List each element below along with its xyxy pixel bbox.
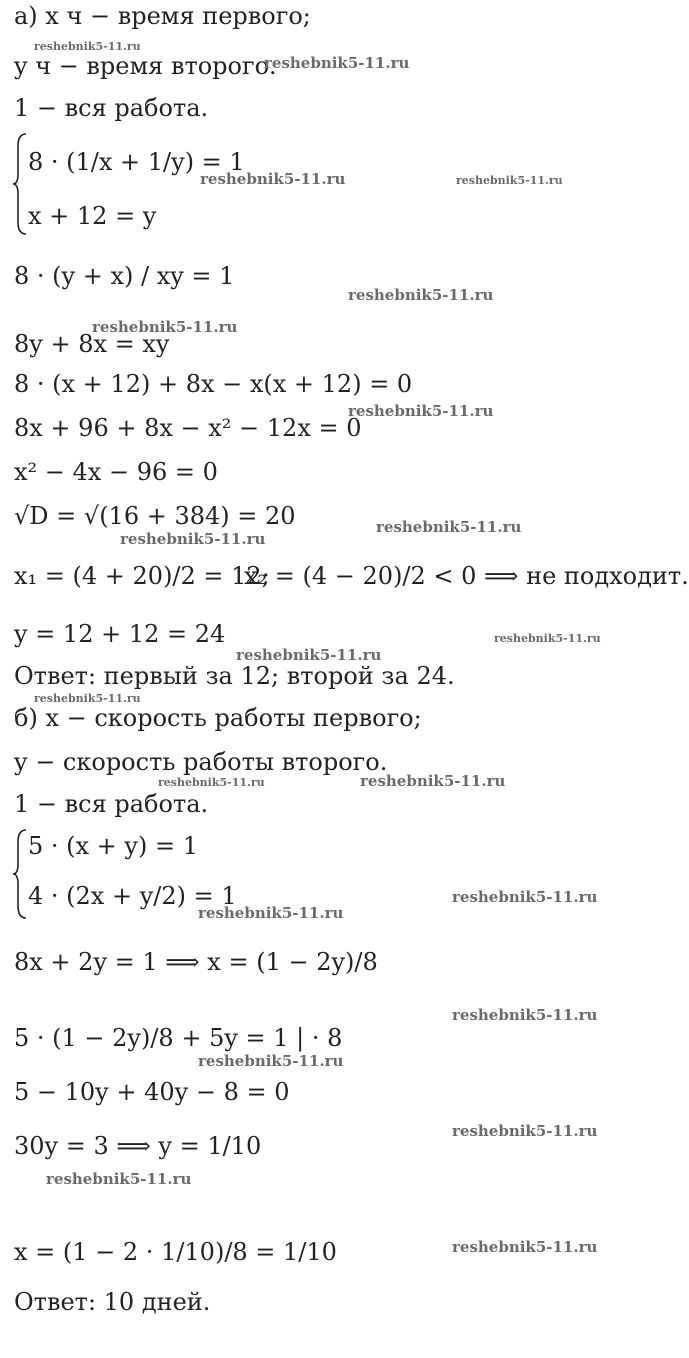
line-a6: 8 · (x + 12) + 8x − x(x + 12) = 0 [14,370,413,398]
watermark: reshebnik5-11.ru [452,1238,598,1256]
watermark: reshebnik5-11.ru [376,518,522,536]
line-b4: 8x + 2y = 1 ⟹ x = (1 − 2y)/8 [14,948,378,976]
brace-icon [12,828,28,920]
system-b-row1: 5 · (x + y) = 1 [28,832,198,860]
system-a-row1: 8 · (1/x + 1/y) = 1 [28,148,245,176]
line-b1: б) x − скорость работы первого; [14,704,422,732]
watermark: reshebnik5-11.ru [264,54,410,72]
line-a8: x² − 4x − 96 = 0 [14,458,218,486]
system-a-row2: x + 12 = y [28,202,157,230]
answer-a: Ответ: первый за 12; второй за 24. [14,662,455,690]
watermark: reshebnik5-11.ru [452,1122,598,1140]
watermark: reshebnik5-11.ru [348,286,494,304]
line-b7: 30y = 3 ⟹ y = 1/10 [14,1132,262,1160]
line-a7: 8x + 96 + 8x − x² − 12x = 0 [14,414,362,442]
watermark: reshebnik5-11.ru [360,772,506,790]
line-a9: √D = √(16 + 384) = 20 [14,502,296,530]
watermark: reshebnik5-11.ru [92,318,238,336]
line-b5: 5 · (1 − 2y)/8 + 5y = 1 | · 8 [14,1024,343,1052]
line-a10b: x₂ = (4 − 20)/2 < 0 ⟹ не подходит. [244,562,689,590]
watermark: reshebnik5-11.ru [34,692,141,705]
line-b2: y − скорость работы второго. [14,748,388,776]
line-a4: 8 · (y + x) / xy = 1 [14,262,235,290]
line-b6: 5 − 10y + 40y − 8 = 0 [14,1078,290,1106]
line-a3: 1 − вся работа. [14,94,209,122]
line-a1: а) x ч − время первого; [14,2,311,30]
watermark: reshebnik5-11.ru [200,170,346,188]
watermark: reshebnik5-11.ru [120,530,266,548]
watermark: reshebnik5-11.ru [452,1006,598,1024]
watermark: reshebnik5-11.ru [348,402,494,420]
watermark: reshebnik5-11.ru [456,174,563,187]
watermark: reshebnik5-11.ru [236,646,382,664]
watermark: reshebnik5-11.ru [198,904,344,922]
watermark: reshebnik5-11.ru [158,776,265,789]
watermark: reshebnik5-11.ru [198,1052,344,1070]
watermark: reshebnik5-11.ru [452,888,598,906]
watermark: reshebnik5-11.ru [46,1170,192,1188]
answer-b: Ответ: 10 дней. [14,1288,211,1316]
watermark: reshebnik5-11.ru [494,632,601,645]
line-a11: y = 12 + 12 = 24 [14,620,226,648]
line-b3: 1 − вся работа. [14,790,209,818]
line-b8: x = (1 − 2 · 1/10)/8 = 1/10 [14,1238,337,1266]
line-a5: 8y + 8x = xy [14,330,170,358]
watermark: reshebnik5-11.ru [34,40,141,53]
line-a10a: x₁ = (4 + 20)/2 = 12; [14,562,270,590]
brace-icon [12,132,28,236]
system-b-row2: 4 · (2x + y/2) = 1 [28,882,237,910]
line-a2: y ч − время второго. [14,52,277,80]
